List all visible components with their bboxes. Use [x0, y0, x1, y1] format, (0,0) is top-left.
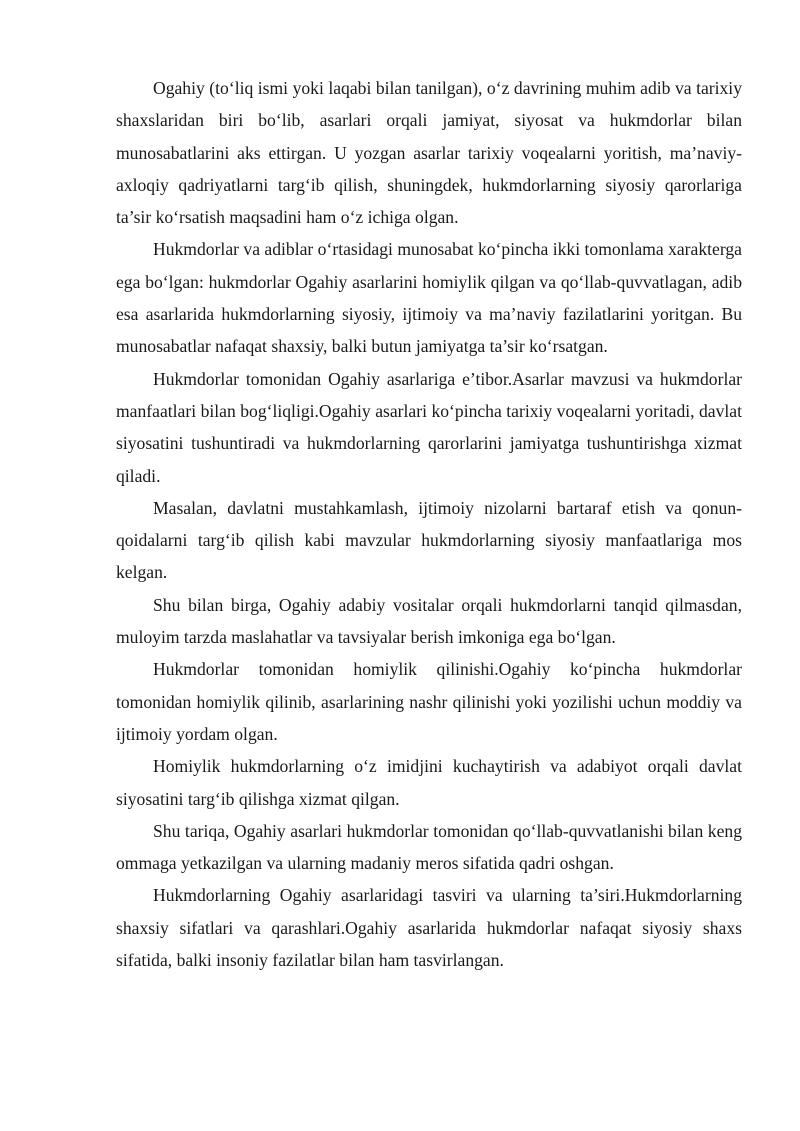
paragraph-5: Shu bilan birga, Ogahiy adabiy vositalar orqali hukmdorlarni tanqid qilmasdan, muloyim tarzda maslahatlar va tavsiyalar berish imkoniga ega bo‘lgan.: [116, 594, 742, 648]
paragraph-4: Masalan, davlatni mustahkamlash, ijtimoiy nizolarni bartaraf etish va qonun-qoidalarni targ‘ib qilish kabi mavzular hukmdorlarning siyosiy manfaatlariga mos kelgan.: [116, 497, 742, 583]
paragraph-2: Hukmdorlar va adiblar o‘rtasidagi munosabat ko‘pincha ikki tomonlama xarakterga ega bo‘lgan: hukmdorlar Ogahiy asarlarini homiylik qilgan va qo‘llab-quvvatlagan, adib esa asarlarida hukmdorlarning siyosiy, ijtimoiy va ma’naviy fazilatlarini yoritgan. Bu munosabatlar nafaqat shaxsiy, balki butun jamiyatga ta’sir ko‘rsatgan.: [116, 239, 742, 357]
document-body: [116, 72, 742, 976]
paragraph-9: Hukmdorlarning Ogahiy asarlaridagi tasviri va ularning ta’siri.Hukmdorlarning shaxsiy sifatlari va qarashlari.Ogahiy asarlarida hukmdorlar nafaqat siyosiy shaxs sifatida, balki insoniy fazilatlar bilan ham tasvirlangan.: [116, 885, 742, 971]
paragraph-1: Ogahiy (to‘liq ismi yoki laqabi bilan tanilgan), o‘z davrining muhim adib va tarixiy shaxslaridan biri bo‘lib, asarlari orqali jamiyat, siyosat va hukmdorlar bilan munosabatlarini aks ettirgan. U yozgan asarlar tarixiy voqealarni yoritish, ma’naviy-axloqiy qadriyatlarni targ‘ib qilish, shuningdek, hukmdorlarning siyosiy qarorlariga ta’sir ko‘rsatish maqsadini ham o‘z ichiga olgan.: [116, 78, 742, 228]
paragraph-3: Hukmdorlar tomonidan Ogahiy asarlariga e’tibor.Asarlar mavzusi va hukmdorlar manfaatlari bilan bog‘liqligi.Ogahiy asarlari ko‘pincha tarixiy voqealarni yoritadi, davlat siyosatini tushuntiradi va hukmdorlarning qarorlarini jamiyatga tushuntirishga xizmat qiladi.: [116, 368, 742, 486]
paragraph-6: Hukmdorlar tomonidan homiylik qilinishi.Ogahiy ko‘pincha hukmdorlar tomonidan homiylik qilinib, asarlarining nashr qilinishi yoki yozilishi uchun moddiy va ijtimoiy yordam olgan.: [116, 659, 742, 744]
paragraph-7: Homiylik hukmdorlarning o‘z imidjini kuchaytirish va adabiyot orqali davlat siyosatini targ‘ib qilishga xizmat qilgan.: [116, 756, 742, 809]
paragraph-8: Shu tariqa, Ogahiy asarlari hukmdorlar tomonidan qo‘llab-quvvatlanishi bilan keng ommaga yetkazilgan va ularning madaniy meros sifatida qadri oshgan.: [116, 820, 742, 874]
